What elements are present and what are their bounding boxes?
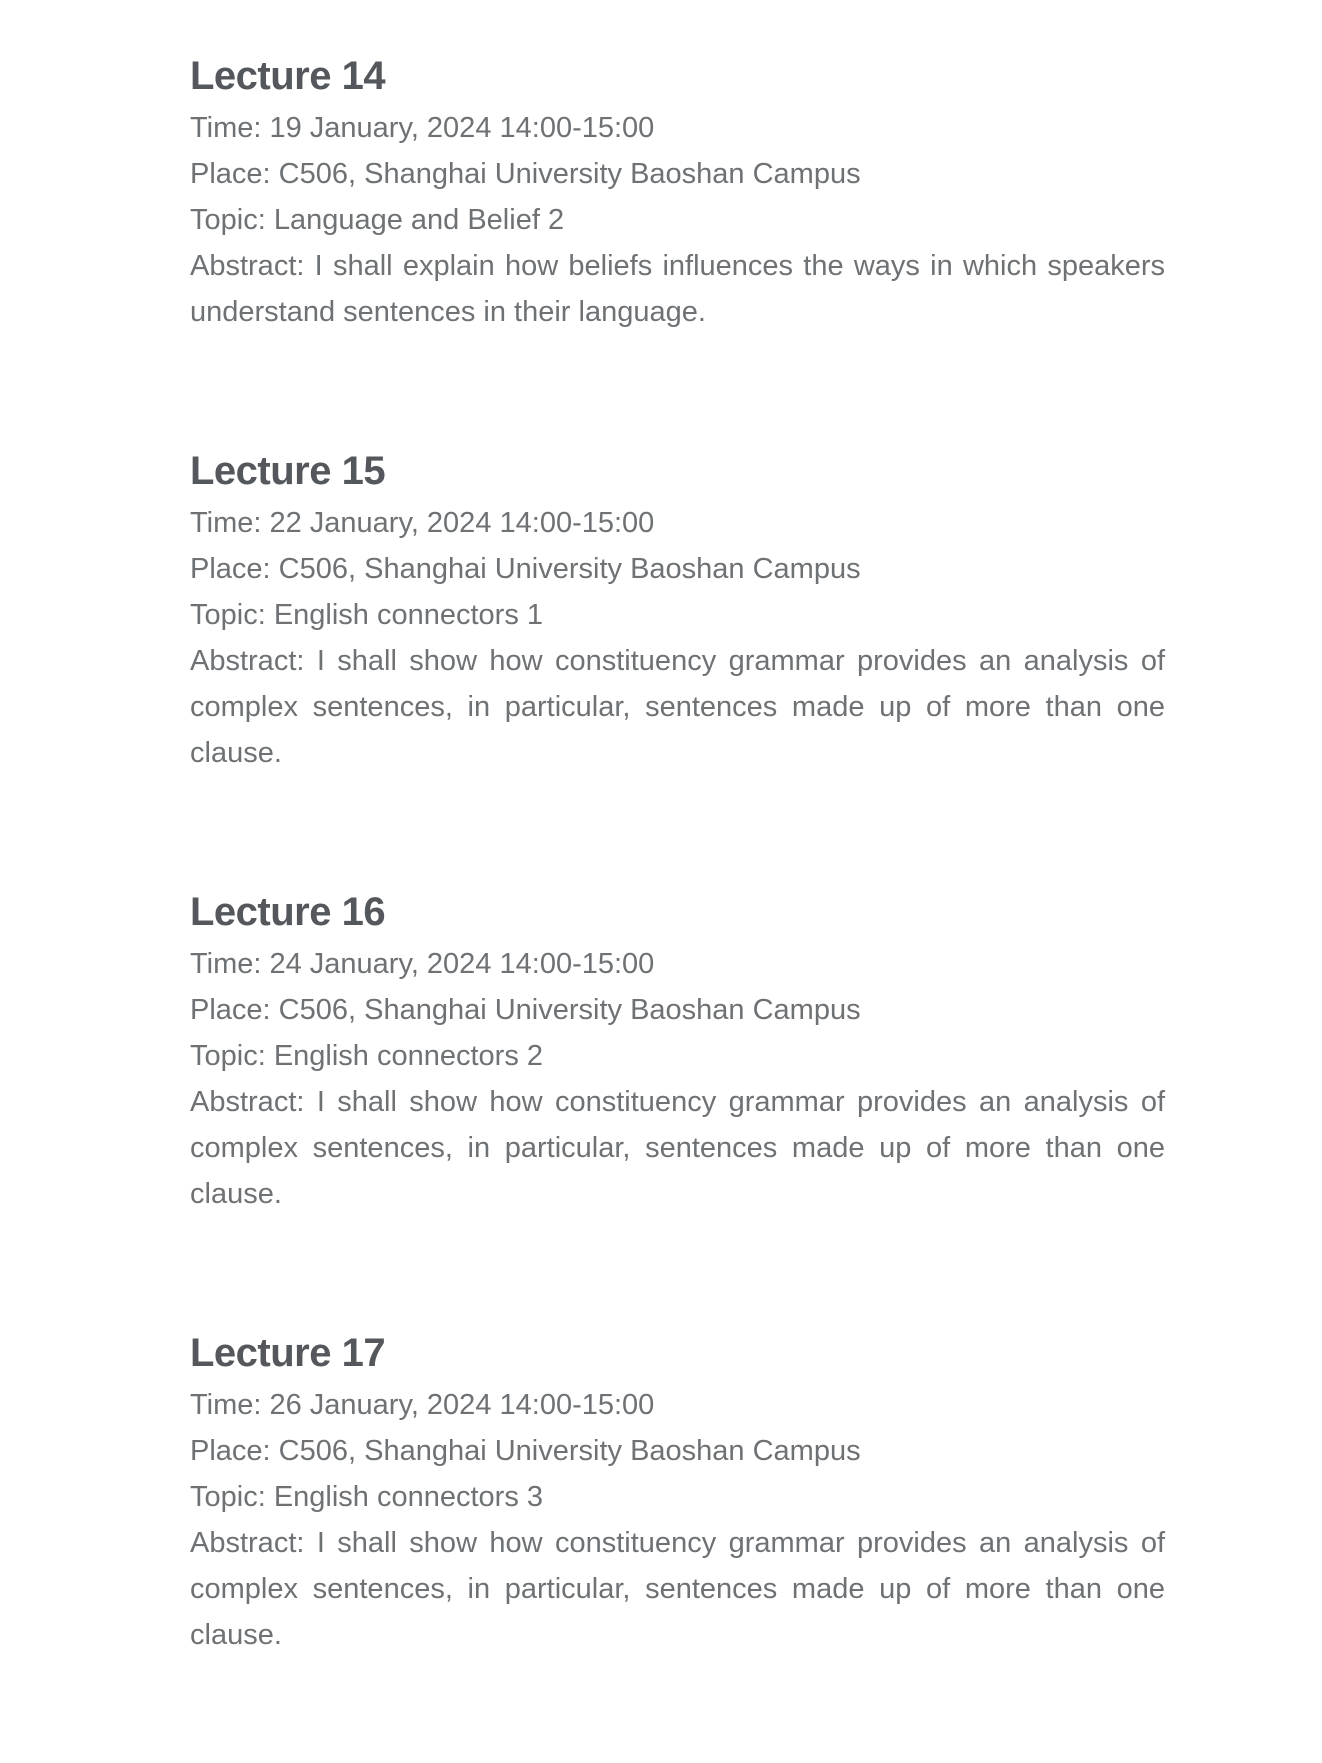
lecture-abstract: Abstract: I shall show how constituency grammar provides an analysis of complex sentences, in particular, sentences made up of more than one clause. bbox=[190, 1086, 1165, 1210]
lecture-place: Place: C506, Shanghai University Baoshan Campus bbox=[190, 553, 861, 585]
lecture-block-14 bbox=[190, 52, 1165, 335]
lecture-topic: Topic: English connectors 3 bbox=[190, 1481, 544, 1513]
lecture-block-16 bbox=[190, 888, 1165, 1217]
lecture-place: Place: C506, Shanghai University Baoshan Campus bbox=[190, 158, 861, 190]
lecture-time: Time: 26 January, 2024 14:00-15:00 bbox=[190, 1389, 655, 1421]
lecture-block-15 bbox=[190, 447, 1165, 776]
lecture-time: Time: 22 January, 2024 14:00-15:00 bbox=[190, 507, 655, 539]
lecture-topic: Topic: English connectors 1 bbox=[190, 599, 544, 631]
lecture-title: Lecture 17 bbox=[190, 1331, 386, 1375]
lecture-topic: Topic: Language and Belief 2 bbox=[190, 204, 565, 236]
lecture-abstract: Abstract: I shall show how constituency grammar provides an analysis of complex sentences, in particular, sentences made up of more than one clause. bbox=[190, 645, 1165, 769]
lecture-time: Time: 24 January, 2024 14:00-15:00 bbox=[190, 948, 655, 980]
lecture-title: Lecture 15 bbox=[190, 449, 386, 493]
lecture-place: Place: C506, Shanghai University Baoshan Campus bbox=[190, 994, 861, 1026]
lecture-title: Lecture 14 bbox=[190, 54, 386, 98]
lecture-abstract: Abstract: I shall explain how beliefs influences the ways in which speakers understand sentences in their language. bbox=[190, 250, 1165, 328]
lecture-title: Lecture 16 bbox=[190, 890, 386, 934]
lecture-place: Place: C506, Shanghai University Baoshan Campus bbox=[190, 1435, 861, 1467]
lecture-topic: Topic: English connectors 2 bbox=[190, 1040, 544, 1072]
lecture-block-17 bbox=[190, 1329, 1165, 1658]
lecture-time: Time: 19 January, 2024 14:00-15:00 bbox=[190, 112, 655, 144]
lecture-abstract: Abstract: I shall show how constituency grammar provides an analysis of complex sentences, in particular, sentences made up of more than one clause. bbox=[190, 1527, 1165, 1651]
